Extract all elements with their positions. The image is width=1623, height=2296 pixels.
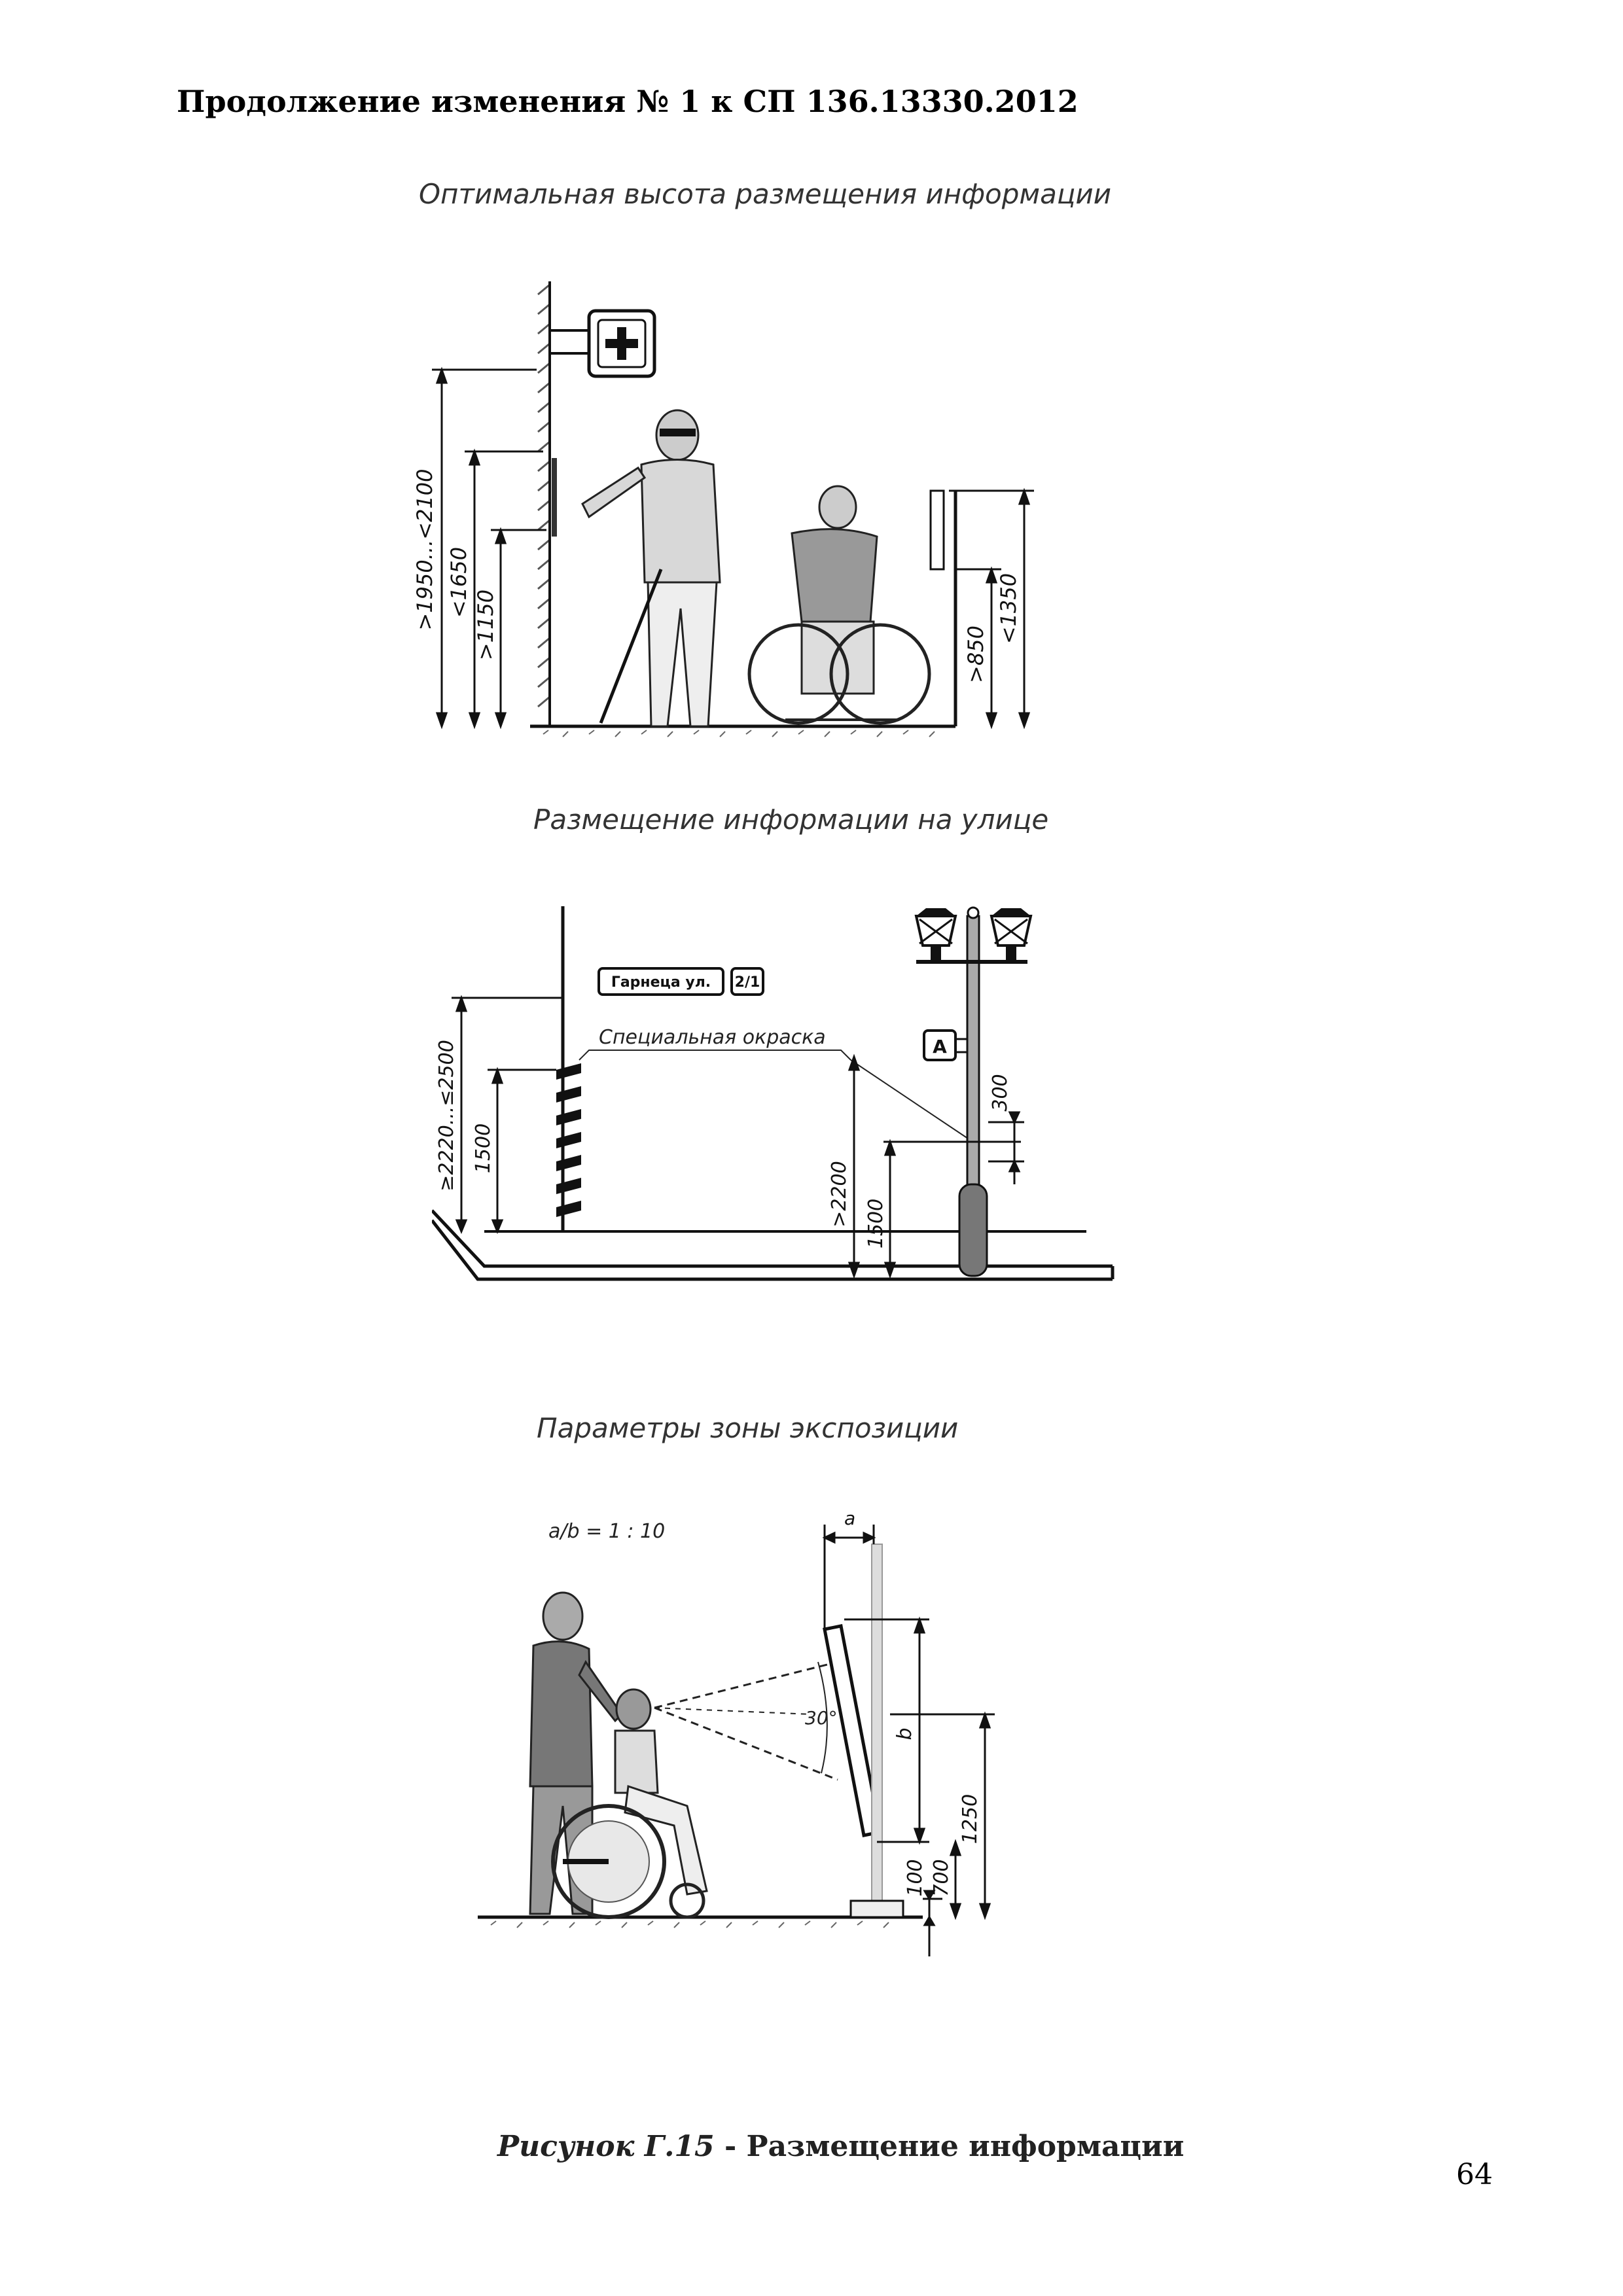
dim-label-700: 700 xyxy=(930,1859,953,1897)
dim-label-1950-2100: >1950...<2100 xyxy=(412,468,437,631)
stand-base xyxy=(851,1901,903,1917)
dim-label-1350: <1350 xyxy=(996,573,1021,645)
dim-label-b: b xyxy=(893,1727,916,1740)
dim-label-1500-left: 1500 xyxy=(472,1123,495,1174)
figure-caption-label: Рисунок Г.15 xyxy=(497,2130,715,2163)
dim-label-850: >850 xyxy=(963,626,988,683)
section-title-street: Размещение информации на улице xyxy=(533,804,1049,836)
first-aid-sign xyxy=(550,311,654,376)
street-name-plate xyxy=(599,968,763,995)
letter-sign-text: A xyxy=(933,1036,947,1057)
ground-line xyxy=(530,726,955,737)
street-name-text: Гарнеца ул. xyxy=(611,974,711,991)
dim-label-1250: 1250 xyxy=(959,1793,982,1845)
figure-optimal-height xyxy=(393,268,1047,766)
section-title-optimal-height: Оптимальная высота размещения информации xyxy=(419,178,1112,210)
sidewalk xyxy=(432,1210,1113,1279)
dim-label-a: a xyxy=(844,1508,856,1529)
blind-person-figure xyxy=(582,410,720,726)
info-stand xyxy=(931,491,955,726)
tactile-plate xyxy=(552,458,557,537)
special-paint-stripes xyxy=(556,1063,581,1217)
stand-pole xyxy=(872,1544,882,1901)
special-paint-label: Специальная окраска xyxy=(599,1026,826,1049)
dim-label-1150: >1150 xyxy=(473,589,498,661)
figure-caption-text: - Размещение информации xyxy=(714,2130,1185,2163)
page-number: 64 xyxy=(1456,2158,1493,2191)
dim-label-2200: >2200 xyxy=(828,1161,851,1227)
lamp-post xyxy=(916,908,1031,1276)
dim-label-1650: <1650 xyxy=(446,546,471,618)
ratio-label: a/b = 1 : 10 xyxy=(548,1520,666,1543)
dim-label-2220-2500: ≥2220...≤2500 xyxy=(435,1040,458,1192)
angle-label: 30° xyxy=(805,1707,838,1729)
exposure-ground xyxy=(478,1917,923,1928)
wheelchair-user-figure xyxy=(749,486,929,723)
house-number-text: 2/1 xyxy=(734,974,760,991)
section-title-exposure-zone: Параметры зоны экспозиции xyxy=(537,1412,959,1444)
document-header: Продолжение изменения № 1 к СП 136.13330.2012 xyxy=(177,84,1079,119)
dim-label-100: 100 xyxy=(904,1859,927,1897)
street-left-dims xyxy=(452,998,563,1231)
dim-label-1500-right: 1500 xyxy=(865,1198,887,1249)
dim-label-300: 300 xyxy=(989,1074,1012,1112)
figure-caption xyxy=(497,2130,1184,2163)
wall-hatching xyxy=(538,281,550,733)
special-paint-callout xyxy=(579,1050,851,1060)
figure-street-info xyxy=(432,896,1126,1315)
dim-a-lines xyxy=(825,1525,874,1629)
letter-sign xyxy=(924,1031,967,1060)
figure-exposure-zone xyxy=(471,1498,1008,1983)
right-dimension-lines xyxy=(949,491,1034,726)
